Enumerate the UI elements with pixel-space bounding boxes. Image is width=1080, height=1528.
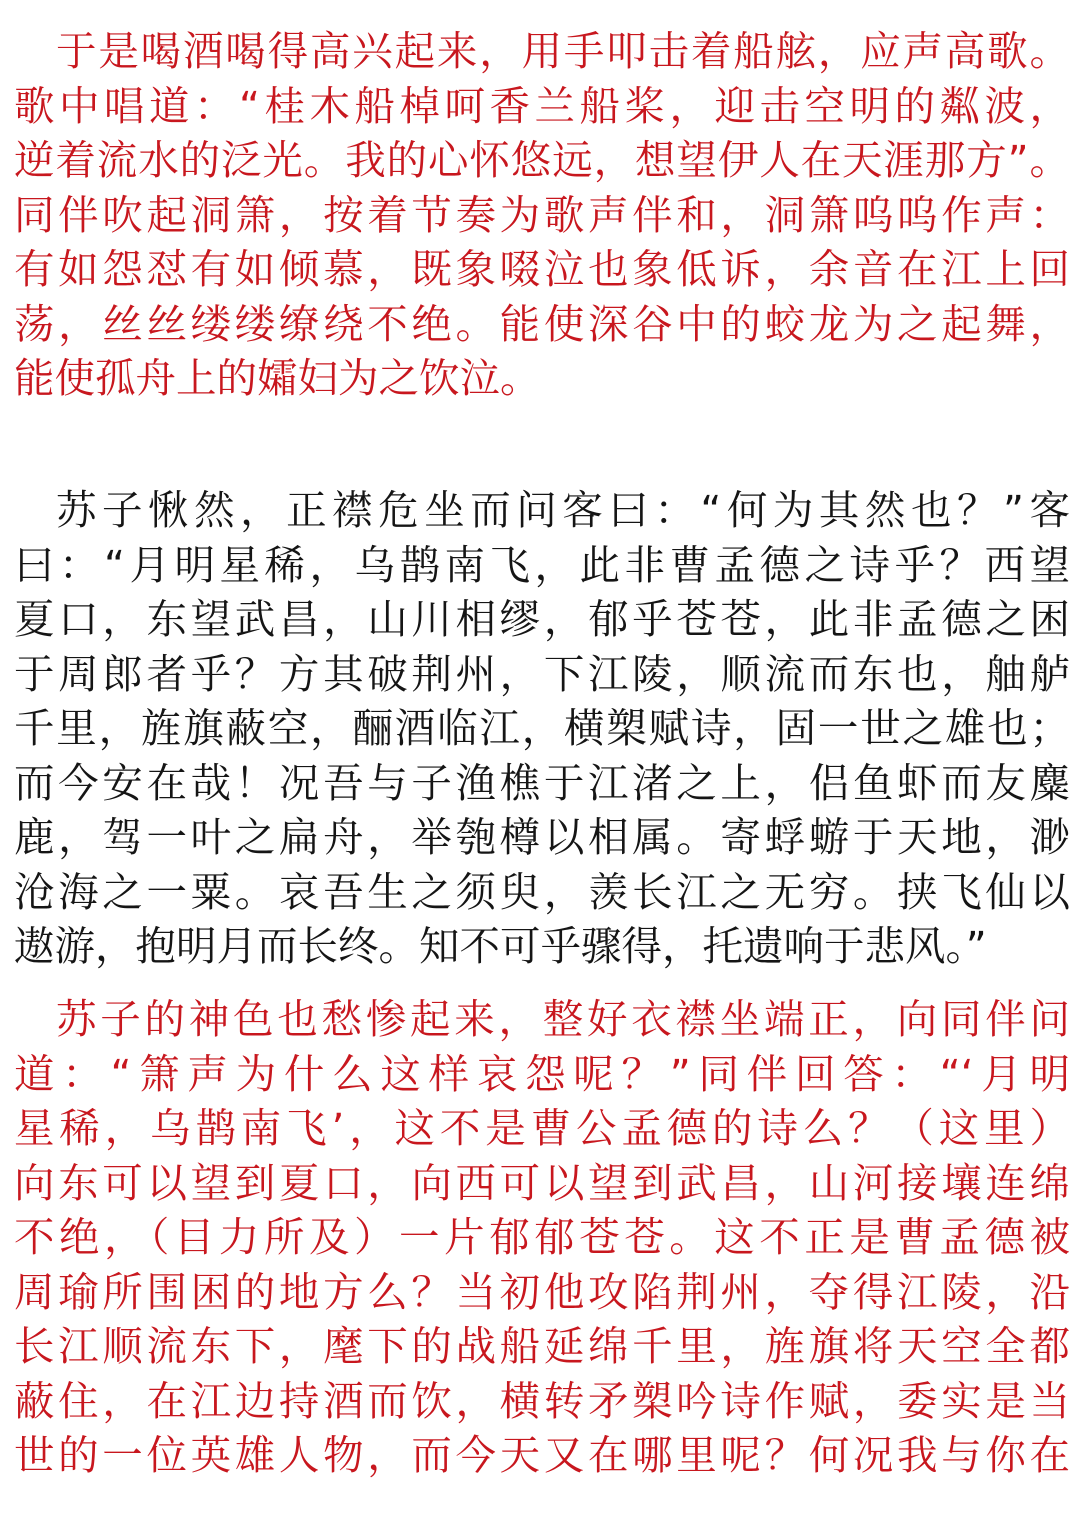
text-line: 周瑜所围困的地方么？当初他攻陷荆州，夺得江陵，沿 xyxy=(14,1267,1070,1316)
translation-paragraph-1 xyxy=(14,24,1070,406)
text-line: 世的一位英雄人物，而今天又在哪里呢？何况我与你在 xyxy=(14,1431,1070,1479)
text-line: 苏子的神色也愁惨起来，整好衣襟坐端正，向同伴问 xyxy=(56,995,1070,1043)
original-paragraph xyxy=(14,483,1070,974)
text-line: 歌中唱道：“桂木船棹呵香兰船桨，迎击空明的粼波， xyxy=(14,81,1070,130)
text-line: 遨游，抱明月而长终。知不可乎骤得，托遗响于悲风。” xyxy=(14,922,987,970)
text-line: 不绝，（目力所及）一片郁郁苍苍。这不正是曹孟德被 xyxy=(14,1213,1070,1261)
text-line: 曰：“月明星稀，乌鹊南飞，此非曹孟德之诗乎？西望 xyxy=(14,540,1070,589)
text-line: 荡，丝丝缕缕缭绕不绝。能使深谷中的蛟龙为之起舞， xyxy=(14,299,1070,348)
text-line: 同伴吹起洞箫，按着节奏为歌声伴和，洞箫呜呜作声： xyxy=(14,190,1070,239)
text-line: 夏口，东望武昌，山川相缪，郁乎苍苍，此非孟德之困 xyxy=(14,595,1070,643)
text-line: 蔽住，在江边持酒而饮，横转矛槊吟诗作赋，委实是当 xyxy=(14,1376,1070,1425)
text-line: 鹿，驾一叶之扁舟，举匏樽以相属。寄蜉蝣于天地，渺 xyxy=(14,813,1070,861)
text-line: 于是喝酒喝得高兴起来，用手叩击着船舷，应声高歌。 xyxy=(56,27,1070,75)
translation-paragraph-2 xyxy=(14,992,1070,1483)
text-line: 向东可以望到夏口，向西可以望到武昌，山河接壤连绵 xyxy=(14,1158,1070,1207)
text-line: 沧海之一粟。哀吾生之须臾，羡长江之无穷。挟飞仙以 xyxy=(14,867,1070,916)
text-line: 能使孤舟上的孀妇为之饮泣。 xyxy=(14,354,541,402)
text-line: 千里，旌旗蔽空，酾酒临江，横槊赋诗，固一世之雄也； xyxy=(14,704,1070,752)
text-line: 苏子愀然，正襟危坐而问客曰：“何为其然也？”客 xyxy=(56,486,1070,534)
text-line: 逆着流水的泛光。我的心怀悠远，想望伊人在天涯那方”。 xyxy=(14,136,1070,184)
text-line: 而今安在哉！况吾与子渔樵于江渚之上，侣鱼虾而友麋 xyxy=(14,758,1070,807)
text-line: 道：“箫声为什么这样哀怨呢？”同伴回答：“‘月明 xyxy=(14,1049,1070,1098)
text-line: 星稀，乌鹊南飞’，这不是曹公孟德的诗么？（这里） xyxy=(14,1104,1070,1152)
text-line: 于周郎者乎？方其破荆州，下江陵，顺流而东也，舳舻 xyxy=(14,649,1070,698)
text-line: 有如怨怼有如倾慕，既象啜泣也象低诉，余音在江上回 xyxy=(14,245,1070,293)
text-line: 长江顺流东下，麾下的战船延绵千里，旌旗将天空全都 xyxy=(14,1322,1070,1370)
